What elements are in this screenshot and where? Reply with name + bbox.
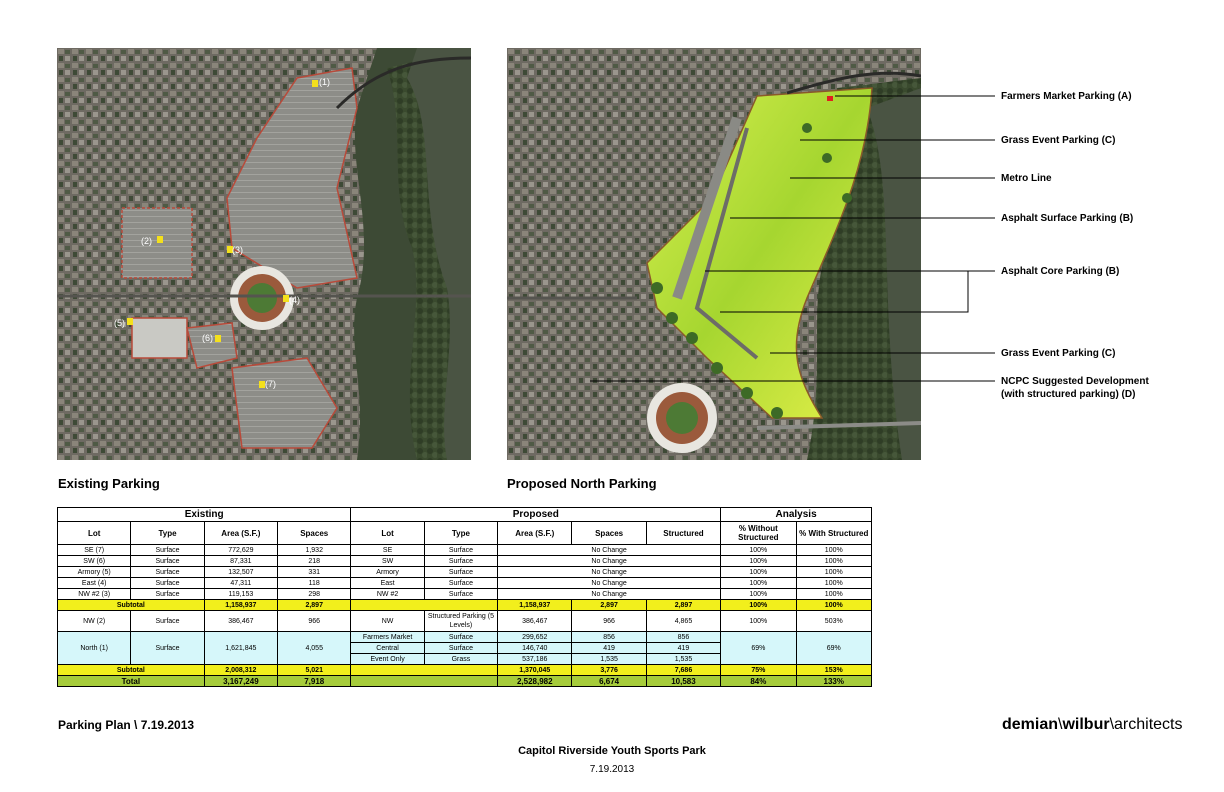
- cell: 1,535: [572, 654, 646, 665]
- cell: 100%: [721, 578, 796, 589]
- table-row: [58, 589, 872, 600]
- cell: 10,583: [646, 676, 720, 687]
- firm-logo: [1002, 716, 1183, 734]
- table-row: [58, 632, 872, 643]
- cell: 100%: [721, 556, 796, 567]
- cell: 503%: [796, 611, 871, 632]
- cell: 100%: [796, 600, 871, 611]
- logo-part: wilbur: [1062, 716, 1110, 733]
- cell: 1,158,937: [204, 600, 277, 611]
- cell: 3,776: [572, 665, 646, 676]
- cell: North (1): [58, 632, 131, 665]
- col-header: Spaces: [572, 522, 646, 545]
- cell: 1,621,845: [204, 632, 277, 665]
- cell: 419: [646, 643, 720, 654]
- cell: No Change: [498, 545, 721, 556]
- cell: East (4): [58, 578, 131, 589]
- cell: Surface: [131, 589, 204, 600]
- cell: No Change: [498, 567, 721, 578]
- table-row: [58, 556, 872, 567]
- cell: Surface: [424, 589, 497, 600]
- col-header: Type: [424, 522, 497, 545]
- cell: 7,918: [278, 676, 351, 687]
- cell: 133%: [796, 676, 871, 687]
- callout-asphalt-surface: Asphalt Surface Parking (B): [1001, 213, 1134, 224]
- cell: Farmers Market: [351, 632, 424, 643]
- marker-label: (3): [232, 245, 243, 255]
- parking-table: [57, 507, 872, 687]
- cell: 100%: [796, 589, 871, 600]
- callout-grass-event-2: Grass Event Parking (C): [1001, 348, 1116, 359]
- cell: 386,467: [498, 611, 572, 632]
- cell: Surface: [424, 578, 497, 589]
- cell: Surface: [424, 556, 497, 567]
- marker-label: (2): [141, 236, 152, 246]
- cell: 2,897: [572, 600, 646, 611]
- cell: 75%: [721, 665, 796, 676]
- col-header: % With Structured: [796, 522, 871, 545]
- cell: SW (6): [58, 556, 131, 567]
- cell: 6,674: [572, 676, 646, 687]
- callout-asphalt-core: Asphalt Core Parking (B): [1001, 266, 1120, 277]
- cell: Surface: [424, 643, 497, 654]
- callout-farmers-market: Farmers Market Parking (A): [1001, 91, 1132, 102]
- cell: No Change: [498, 589, 721, 600]
- cell: 299,652: [498, 632, 572, 643]
- cell: [351, 665, 498, 676]
- cell: No Change: [498, 556, 721, 567]
- cell: Subtotal: [58, 665, 205, 676]
- cell: 331: [278, 567, 351, 578]
- cell: Surface: [131, 545, 204, 556]
- cell: 100%: [796, 556, 871, 567]
- group-existing: Existing: [58, 508, 351, 522]
- cell: 2,897: [646, 600, 720, 611]
- cell: 966: [278, 611, 351, 632]
- col-header: Type: [131, 522, 204, 545]
- total-row: [58, 676, 872, 687]
- document-title: Capitol Riverside Youth Sports Park: [518, 745, 706, 757]
- logo-part: architects: [1114, 716, 1183, 733]
- table-group-row: [58, 508, 872, 522]
- cell: NW: [351, 611, 424, 632]
- proposed-parking-caption: Proposed North Parking: [507, 476, 657, 491]
- logo-part: demian: [1002, 716, 1059, 733]
- cell: 7,686: [646, 665, 720, 676]
- cell: Armory (5): [58, 567, 131, 578]
- cell: 856: [572, 632, 646, 643]
- marker-label: (4): [289, 295, 300, 305]
- cell: 146,740: [498, 643, 572, 654]
- marker-label: (1): [319, 77, 330, 87]
- callout-grass-event-1: Grass Event Parking (C): [1001, 135, 1116, 146]
- cell: 1,535: [646, 654, 720, 665]
- callout-metro-line: Metro Line: [1001, 173, 1052, 184]
- cell: 100%: [721, 611, 796, 632]
- cell: Grass: [424, 654, 497, 665]
- cell: 100%: [721, 545, 796, 556]
- cell: Structured Parking (5 Levels): [424, 611, 497, 632]
- cell: 118: [278, 578, 351, 589]
- cell: 2,897: [278, 600, 351, 611]
- footer-plan-label: Parking Plan \ 7.19.2013: [58, 718, 195, 732]
- cell: Event Only: [351, 654, 424, 665]
- cell: 537,186: [498, 654, 572, 665]
- cell: 966: [572, 611, 646, 632]
- cell: Surface: [424, 567, 497, 578]
- cell: Total: [58, 676, 205, 687]
- cell: Surface: [131, 632, 204, 665]
- cell: 84%: [721, 676, 796, 687]
- col-header: Area (S.F.): [498, 522, 572, 545]
- marker-label: (6): [202, 333, 213, 343]
- cell: 100%: [721, 589, 796, 600]
- cell: 3,167,249: [204, 676, 277, 687]
- table-row: [58, 611, 872, 632]
- col-header: Lot: [351, 522, 424, 545]
- callout-ncpc-sub: (with structured parking) (D): [1001, 389, 1136, 400]
- cell: 119,153: [204, 589, 277, 600]
- cell: 87,331: [204, 556, 277, 567]
- cell: 153%: [796, 665, 871, 676]
- cell: Armory: [351, 567, 424, 578]
- col-header: Spaces: [278, 522, 351, 545]
- cell: NW #2 (3): [58, 589, 131, 600]
- cell: Surface: [424, 632, 497, 643]
- col-header: Lot: [58, 522, 131, 545]
- cell: Surface: [131, 578, 204, 589]
- logo-sep: \: [1058, 716, 1063, 733]
- col-header: Area (S.F.): [204, 522, 277, 545]
- cell: No Change: [498, 578, 721, 589]
- cell: 69%: [721, 632, 796, 665]
- cell: [351, 600, 498, 611]
- cell: Surface: [131, 556, 204, 567]
- cell: 4,055: [278, 632, 351, 665]
- cell: SE (7): [58, 545, 131, 556]
- cell: 2,008,312: [204, 665, 277, 676]
- table-row: [58, 545, 872, 556]
- document-date: 7.19.2013: [589, 764, 635, 775]
- cell: SW: [351, 556, 424, 567]
- col-header: Structured: [646, 522, 720, 545]
- cell: 386,467: [204, 611, 277, 632]
- cell: Surface: [424, 545, 497, 556]
- table-header-row: [58, 522, 872, 545]
- cell: 4,865: [646, 611, 720, 632]
- cell: 132,507: [204, 567, 277, 578]
- cell: 100%: [721, 600, 796, 611]
- cell: NW #2: [351, 589, 424, 600]
- callout-ncpc: NCPC Suggested Development: [1001, 376, 1149, 387]
- table-row: [58, 578, 872, 589]
- cell: 5,021: [278, 665, 351, 676]
- subtotal-row: [58, 665, 872, 676]
- cell: 47,311: [204, 578, 277, 589]
- group-proposed: Proposed: [351, 508, 721, 522]
- cell: 2,528,982: [498, 676, 572, 687]
- cell: 69%: [796, 632, 871, 665]
- cell: Surface: [131, 611, 204, 632]
- cell: 218: [278, 556, 351, 567]
- cell: 1,932: [278, 545, 351, 556]
- cell: 1,370,045: [498, 665, 572, 676]
- cell: 100%: [796, 567, 871, 578]
- cell: NW (2): [58, 611, 131, 632]
- cell: Subtotal: [58, 600, 205, 611]
- cell: SE: [351, 545, 424, 556]
- cell: Central: [351, 643, 424, 654]
- cell: 298: [278, 589, 351, 600]
- cell: Surface: [131, 567, 204, 578]
- subtotal-row: [58, 600, 872, 611]
- marker-label: (7): [265, 379, 276, 389]
- cell: 100%: [721, 567, 796, 578]
- col-header: % Without Structured: [721, 522, 796, 545]
- marker-label: (5): [114, 318, 125, 328]
- cell: 856: [646, 632, 720, 643]
- logo-sep: \: [1109, 716, 1115, 733]
- group-analysis: Analysis: [721, 508, 872, 522]
- cell: 772,629: [204, 545, 277, 556]
- existing-parking-caption: Existing Parking: [58, 476, 160, 491]
- cell: 100%: [796, 545, 871, 556]
- cell: [351, 676, 498, 687]
- cell: 100%: [796, 578, 871, 589]
- cell: 419: [572, 643, 646, 654]
- cell: East: [351, 578, 424, 589]
- table-row: [58, 567, 872, 578]
- cell: 1,158,937: [498, 600, 572, 611]
